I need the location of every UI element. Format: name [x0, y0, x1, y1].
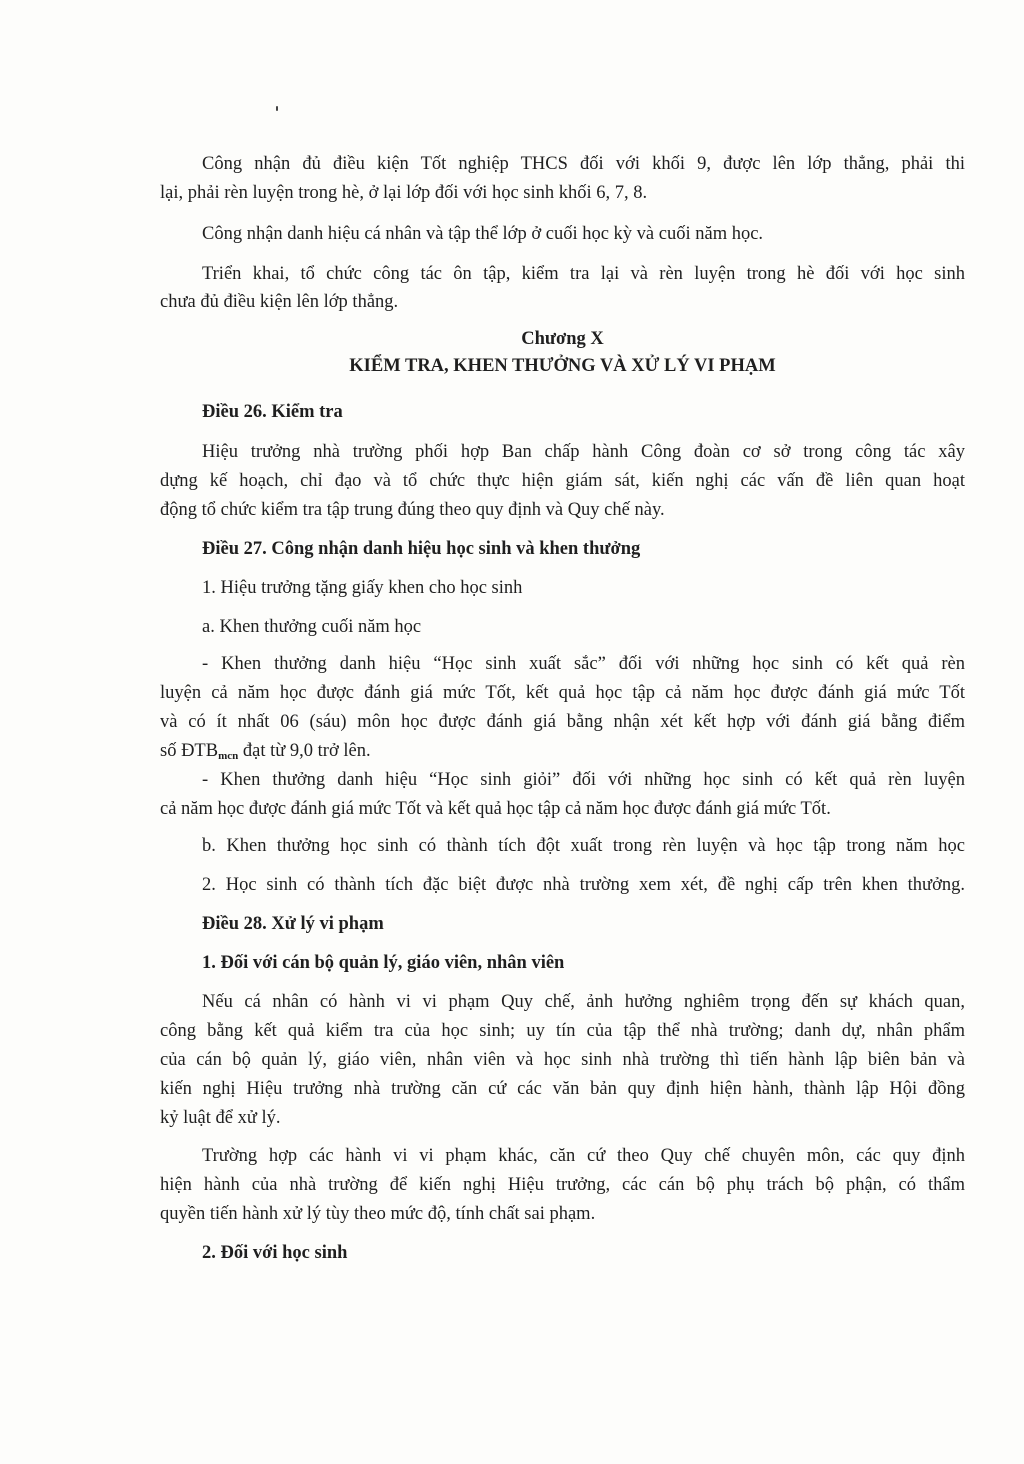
paragraph-line: Nếu cá nhân có hành vi vi phạm Quy chế, ảnh hưởng nghiêm trọng đến sự khách quan,	[202, 992, 965, 1012]
clause-line: b. Khen thưởng học sinh có thành tích đột xuất trong rèn luyện và học tập trong năm học	[202, 836, 965, 856]
scan-speck	[276, 106, 278, 111]
paragraph-line: chưa đủ điều kiện lên lớp thẳng.	[160, 292, 399, 312]
paragraph-line: cả năm học được đánh giá mức Tốt và kết quả học tập cả năm học được đánh giá mức Tốt.	[160, 799, 831, 819]
subscript: mcn	[218, 750, 239, 762]
paragraph-line: Công nhận danh hiệu cá nhân và tập thể lớp ở cuối học kỳ và cuối năm học.	[202, 224, 764, 244]
text-fragment: số ĐTB	[160, 741, 219, 761]
clause-heading: 1. Đối với cán bộ quản lý, giáo viên, nhân viên	[202, 953, 565, 973]
paragraph-line: kỷ luật để xử lý.	[160, 1108, 281, 1128]
clause-line: 2. Học sinh có thành tích đặc biệt được nhà trường xem xét, đề nghị cấp trên khen thưởng.	[202, 875, 965, 895]
text-fragment: đạt từ 9,0 trở lên.	[238, 741, 371, 761]
paragraph-line: - Khen thưởng danh hiệu “Học sinh giỏi” đối với những học sinh có kết quả rèn luyện	[202, 770, 965, 790]
paragraph-line: và có ít nhất 06 (sáu) môn học được đánh giá bằng nhận xét kết hợp với đánh giá bằng điểm	[160, 712, 965, 732]
paragraph-line: của cán bộ quản lý, giáo viên, nhân viên và học sinh nhà trường thì tiến hành lập biên bản và	[160, 1050, 965, 1070]
article-heading: Điều 27. Công nhận danh hiệu học sinh và khen thưởng	[202, 539, 641, 559]
paragraph-line: Triển khai, tổ chức công tác ôn tập, kiểm tra lại và rèn luyện trong hè đối với học sinh	[202, 264, 965, 284]
paragraph-line: Trường hợp các hành vi vi phạm khác, căn cứ theo Quy chế chuyên môn, các quy định	[202, 1146, 965, 1166]
paragraph-line	[160, 739, 371, 768]
article-heading: Điều 28. Xử lý vi phạm	[202, 914, 384, 934]
paragraph-line: hiện hành của nhà trường để kiến nghị Hiệu trưởng, các cán bộ phụ trách bộ phận, có thẩm	[160, 1175, 965, 1195]
chapter-title: Chương X	[521, 329, 604, 349]
paragraph-line: công bằng kết quả kiểm tra của học sinh; uy tín của tập thể nhà trường; danh dự, nhân phẩm	[160, 1021, 965, 1041]
paragraph-line: động tổ chức kiểm tra tập trung đúng theo quy định và Quy chế này.	[160, 500, 665, 520]
paragraph-line: quyền tiến hành xử lý tùy theo mức độ, tính chất sai phạm.	[160, 1204, 596, 1224]
paragraph-line: luyện cả năm học được đánh giá mức Tốt, kết quả học tập cả năm học được đánh giá mức Tốt	[160, 683, 965, 703]
paragraph-line: Hiệu trưởng nhà trường phối hợp Ban chấp hành Công đoàn cơ sở trong công tác xây	[202, 442, 965, 462]
paragraph-line: lại, phải rèn luyện trong hè, ở lại lớp đối với học sinh khối 6, 7, 8.	[160, 183, 648, 203]
clause-line: a. Khen thưởng cuối năm học	[202, 617, 422, 637]
paragraph-line: kiến nghị Hiệu trưởng nhà trường căn cứ các văn bản quy định hiện hành, thành lập Hội đồng	[160, 1079, 965, 1099]
paragraph-line: - Khen thưởng danh hiệu “Học sinh xuất sắc” đối với những học sinh có kết quả rèn	[202, 654, 965, 674]
paragraph-line: Công nhận đủ điều kiện Tốt nghiệp THCS đối với khối 9, được lên lớp thẳng, phải thi	[202, 154, 965, 174]
article-heading: Điều 26. Kiểm tra	[202, 402, 343, 422]
paragraph-line: dựng kế hoạch, chỉ đạo và tổ chức thực hiện giám sát, kiến nghị các vấn đề liên quan hoạt	[160, 471, 965, 491]
chapter-subtitle: KIỂM TRA, KHEN THƯỞNG VÀ XỬ LÝ VI PHẠM	[349, 356, 776, 376]
clause-heading: 2. Đối với học sinh	[202, 1243, 348, 1263]
clause-line: 1. Hiệu trưởng tặng giấy khen cho học sinh	[202, 578, 523, 598]
